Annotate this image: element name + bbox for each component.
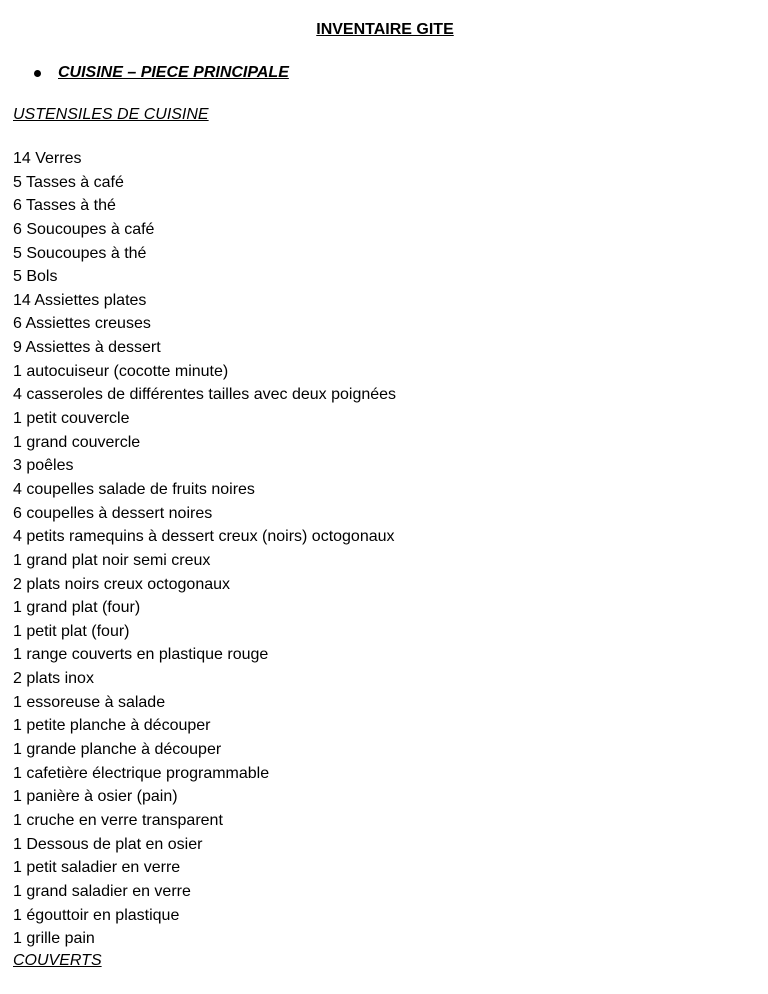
subsection-title-couverts: COUVERTS xyxy=(13,952,102,969)
subsection-title-ustensiles: USTENSILES DE CUISINE xyxy=(13,106,209,123)
list-item: 5 Bols xyxy=(13,268,58,286)
list-item: 5 Soucoupes à thé xyxy=(13,244,147,262)
list-item: 1 grand plat noir semi creux xyxy=(13,551,211,569)
list-item: 1 grand couvercle xyxy=(13,433,141,451)
list-item: 1 petite planche à découper xyxy=(13,717,211,735)
list-item: 4 coupelles salade de fruits noires xyxy=(13,480,255,498)
list-item: 14 Assiettes plates xyxy=(13,291,147,309)
list-item: 1 petit saladier en verre xyxy=(13,859,181,877)
list-item: 1 cafetière électrique programmable xyxy=(13,764,270,782)
list-item: 1 grand plat (four) xyxy=(13,599,141,617)
document-title: INVENTAIRE GITE xyxy=(316,21,454,38)
list-item: 5 Tasses à café xyxy=(13,173,124,191)
list-item: 1 range couverts en plastique rouge xyxy=(13,646,269,664)
list-item: 1 panière à osier (pain) xyxy=(13,788,178,806)
list-item: 1 égouttoir en plastique xyxy=(13,906,180,924)
list-item: 1 grand saladier en verre xyxy=(13,882,191,900)
list-item: 6 Assiettes creuses xyxy=(13,315,151,333)
list-item: 1 Dessous de plat en osier xyxy=(13,835,203,853)
list-item: 2 plats inox xyxy=(13,670,94,688)
list-item: 14 Verres xyxy=(13,150,82,167)
list-item: 1 grande planche à découper xyxy=(13,741,222,759)
list-item: 4 petits ramequins à dessert creux (noirs) octogonaux xyxy=(13,528,395,546)
list-item: 2 plats noirs creux octogonaux xyxy=(13,575,231,593)
list-item: 9 Assiettes à dessert xyxy=(13,339,161,357)
section-heading xyxy=(34,62,289,84)
list-item: 6 coupelles à dessert noires xyxy=(13,504,213,522)
bullet-icon xyxy=(34,70,41,77)
list-item: 1 cruche en verre transparent xyxy=(13,811,223,829)
list-item: 1 autocuiseur (cocotte minute) xyxy=(13,362,229,380)
list-item: 1 petit couvercle xyxy=(13,410,130,428)
list-item: 6 Tasses à thé xyxy=(13,197,116,215)
list-item: 6 Soucoupes à café xyxy=(13,220,155,238)
list-item: 1 petit plat (four) xyxy=(13,622,130,640)
list-item: 1 grille pain xyxy=(13,930,95,948)
list-item: 1 essoreuse à salade xyxy=(13,693,166,711)
list-item: 3 poêles xyxy=(13,457,74,475)
list-item: 4 casseroles de différentes tailles avec deux poignées xyxy=(13,386,397,404)
section-title: CUISINE – PIECE PRINCIPALE xyxy=(58,64,289,81)
inventory-list xyxy=(13,147,396,951)
